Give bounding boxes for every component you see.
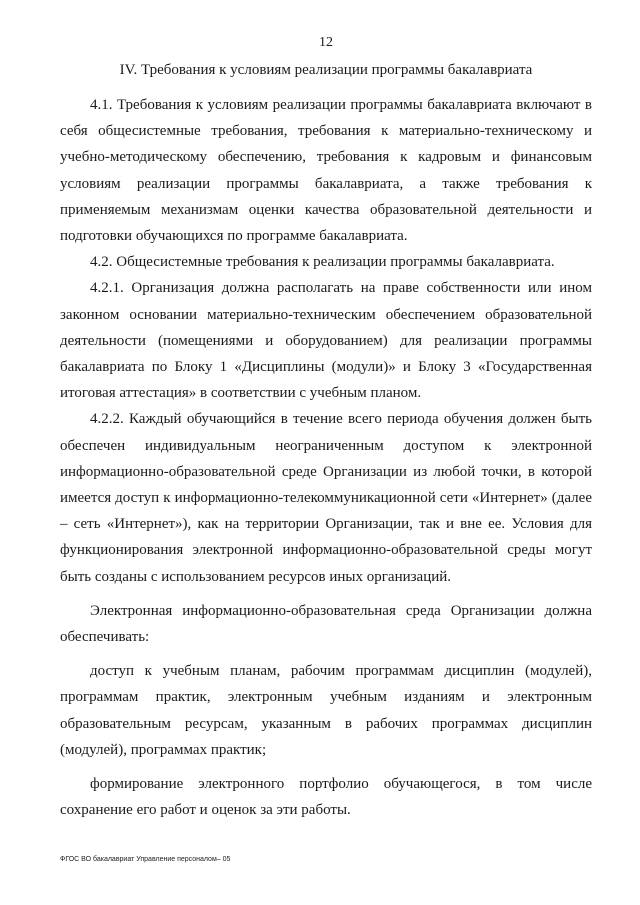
paragraph-4-1: 4.1. Требования к условиям реализации программы бакалавриата включают в себя общесистемные требования, требования к материально-техническому и учебно-методическому обеспечению, требования к кадровым и финансовым условиям реализации программы бакалавриата, а также требования к применяемым механизмам оценки качества образовательной деятельности и подготовки обучающихся по программе бакалавриата. xyxy=(60,97,592,245)
paragraph-4-2: 4.2. Общесистемные требования к реализации программы бакалавриата. xyxy=(90,254,555,271)
paragraph-environment-intro: Электронная информационно-образовательная среда Организации должна обеспечивать: xyxy=(60,602,592,646)
body-text xyxy=(60,92,592,823)
paragraph-4-2-1: 4.2.1. Организация должна располагать на праве собственности или ином законном основании материально-техническим обеспечением образовательной деятельности (помещениями и оборудованием) для реализации программы бакалавриата по Блоку 1 «Дисциплины (модули)» и Блоку 3 «Государственная итоговая аттестация» в соответствии с учебным планом. xyxy=(60,280,592,402)
page-number: 12 xyxy=(319,35,333,50)
section-heading: IV. Требования к условиям реализации программы бакалавриата xyxy=(119,62,533,78)
paragraph-access-item: доступ к учебным планам, рабочим программам дисциплин (модулей), программам практик, электронным учебным изданиям и электронным образовательным ресурсам, указанным в рабочих программах дисциплин (модулей), программах практик; xyxy=(60,663,592,758)
paragraph-4-2-2: 4.2.2. Каждый обучающийся в течение всего периода обучения должен быть обеспечен индивидуальным неограниченным доступом к электронной информационно-образовательной среде Организации из любой точки, в которой имеется доступ к информационно-телекоммуникационной сети «Интернет» (далее – сеть «Интернет»), как на территории Организации, так и вне ее. Условия для функционирования электронной информационно-образовательной среды могут быть созданы с использованием ресурсов иных организаций. xyxy=(60,411,592,585)
paragraph-portfolio-item: формирование электронного портфолио обучающегося, в том числе сохранение его работ и оценок за эти работы. xyxy=(60,776,592,819)
footer-note: ФГОС ВО бакалавриат Управление персоналом– 05 xyxy=(60,856,231,863)
